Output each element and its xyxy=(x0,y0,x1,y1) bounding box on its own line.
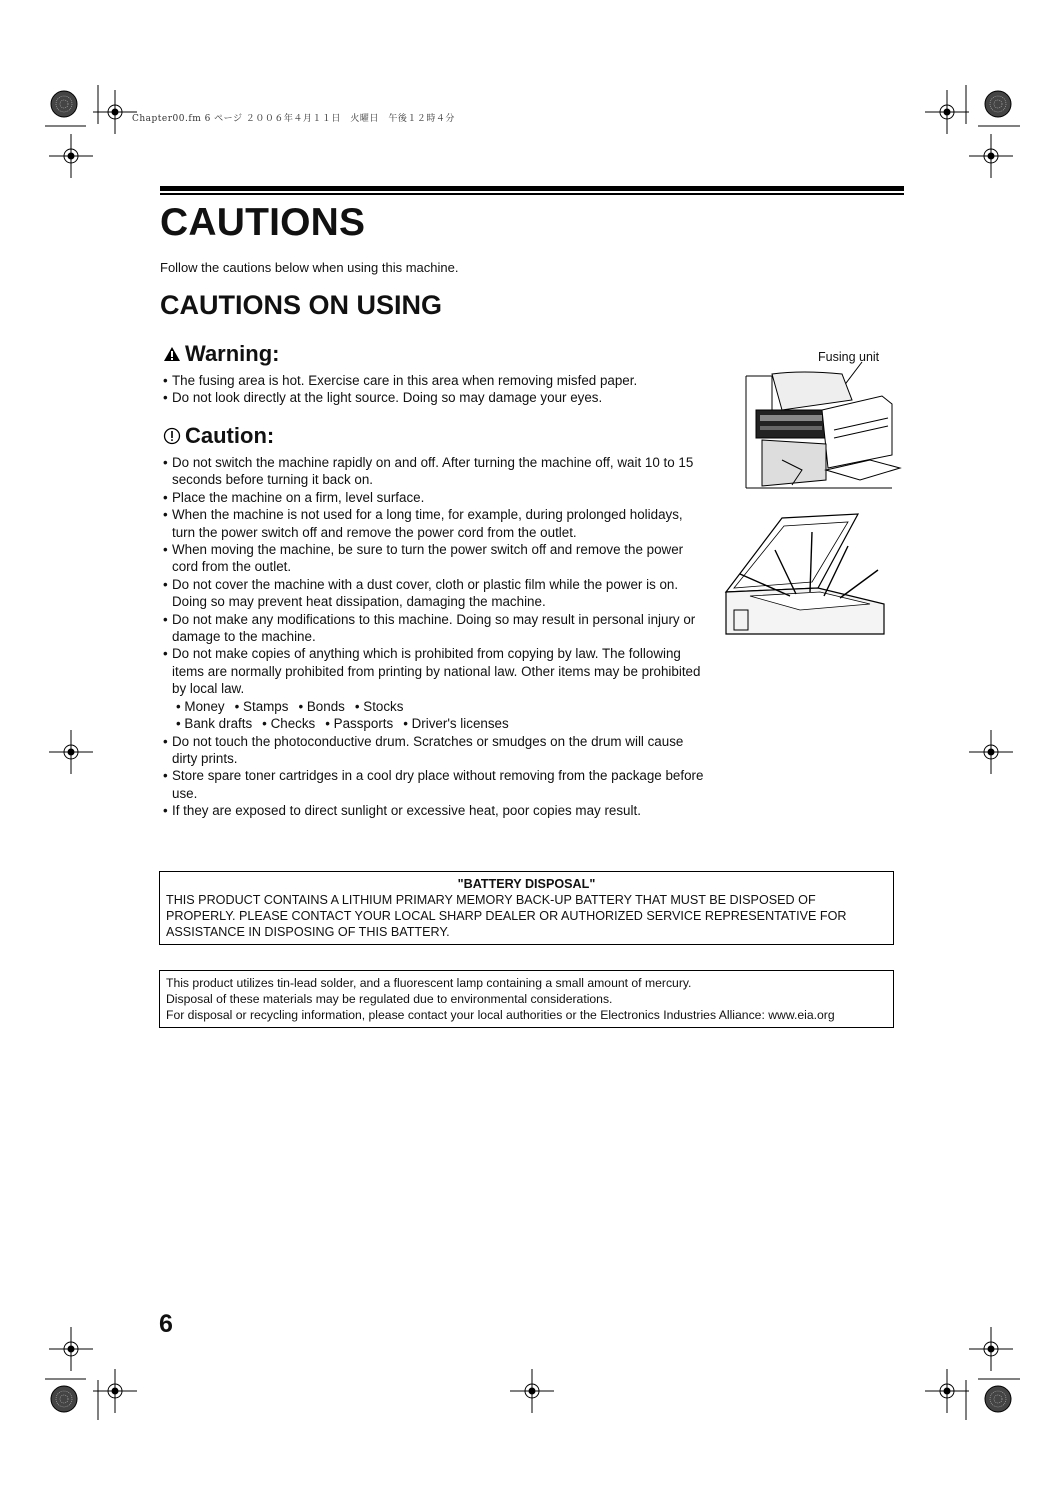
warning-list xyxy=(163,372,708,407)
battery-disposal-title: "BATTERY DISPOSAL" xyxy=(457,877,596,891)
warning-heading xyxy=(163,340,280,368)
prohibited-item: Bank drafts xyxy=(184,716,253,732)
mercury-notice-line-3: For disposal or recycling information, please contact your local authorities or the Electronics Industries Alliance: www.eia.org xyxy=(166,1008,835,1022)
list-item: • Do not switch the machine rapidly on and off. After turning the machine off, wait 10 to 15 seconds before turning it back on. xyxy=(163,454,708,489)
intro-text: Follow the cautions below when using this machine. xyxy=(160,260,459,275)
warning-triangle-icon xyxy=(163,346,181,362)
list-item xyxy=(163,645,708,732)
prohibited-items-row-2: • Bank drafts • Checks • Passports • Driver's licenses xyxy=(176,716,509,732)
battery-disposal-text: THIS PRODUCT CONTAINS A LITHIUM PRIMARY MEMORY BACK-UP BATTERY THAT MUST BE DISPOSED OF PROPERLY. PLEASE CONTACT YOUR LOCAL SHARP DEALER OR AUTHORIZED SERVICE REPRESENTATIVE FOR ASSISTANCE IN DISPOSING OF THIS BATTERY. xyxy=(166,893,847,939)
print-header-info: Chapter00.fm 6 ページ ２００６年４月１１日 火曜日 午後１２時４分 xyxy=(132,114,455,124)
prohibited-items-row-1: • Money • Stamps • Bonds • Stocks xyxy=(176,698,404,714)
mercury-notice-box xyxy=(159,970,894,1028)
prohibited-item: Stamps xyxy=(243,698,289,714)
list-item: • Do not cover the machine with a dust cover, cloth or plastic film while the power is on. Doing so may prevent heat dissipation, damaging the machine. xyxy=(163,576,708,611)
prohibited-intro: Do not make copies of anything which is prohibited from copying by law. The following items are normally prohibited from printing by national law. Other items may be prohibited by local law. xyxy=(172,646,701,697)
page-number: 6 xyxy=(159,1310,173,1338)
title-rule-thick xyxy=(160,186,904,191)
section-title: CAUTIONS ON USING xyxy=(160,290,443,320)
figure-label-fusing-unit: Fusing unit xyxy=(818,350,880,364)
list-item: • When moving the machine, be sure to turn the power switch off and remove the power cord from the outlet. xyxy=(163,541,708,576)
battery-disposal-box xyxy=(159,871,894,945)
list-item: • Store spare toner cartridges in a cool dry place without removing from the package before use. xyxy=(163,767,708,802)
list-item: • Do not look directly at the light source. Doing so may damage your eyes. xyxy=(163,389,708,406)
scanner-light-illustration xyxy=(720,510,890,638)
prohibited-item: Bonds xyxy=(306,698,345,714)
prohibited-item: Driver's licenses xyxy=(411,716,509,732)
prohibited-item: Money xyxy=(184,698,225,714)
prohibited-item: Checks xyxy=(270,716,316,732)
mercury-notice-line-2: Disposal of these materials may be regulated due to environmental considerations. xyxy=(166,992,613,1006)
warning-heading-label: Warning: xyxy=(185,341,280,366)
title-rule-thin xyxy=(160,193,904,195)
caution-list xyxy=(163,454,708,820)
prohibited-item: Stocks xyxy=(363,698,404,714)
caution-circle-icon xyxy=(163,427,181,445)
prohibited-item: Passports xyxy=(333,716,394,732)
list-item: • The fusing area is hot. Exercise care in this area when removing misfed paper. xyxy=(163,372,708,389)
list-item: • When the machine is not used for a long time, for example, during prolonged holidays, turn the power switch off and remove the power cord from the outlet. xyxy=(163,506,708,541)
mercury-notice-line-1: This product utilizes tin-lead solder, and a fluorescent lamp containing a small amount of mercury. xyxy=(166,976,692,990)
page-title: CAUTIONS xyxy=(160,201,366,244)
list-item: • Do not make any modifications to this machine. Doing so may result in personal injury or damage to the machine. xyxy=(163,611,708,646)
list-item: • If they are exposed to direct sunlight or excessive heat, poor copies may result. xyxy=(163,802,708,819)
list-item: • Do not touch the photoconductive drum. Scratches or smudges on the drum will cause dirty prints. xyxy=(163,733,708,768)
list-item: • Place the machine on a firm, level surface. xyxy=(163,489,708,506)
caution-heading-label: Caution: xyxy=(185,423,275,448)
fusing-unit-illustration xyxy=(742,360,902,490)
caution-heading xyxy=(163,422,274,450)
